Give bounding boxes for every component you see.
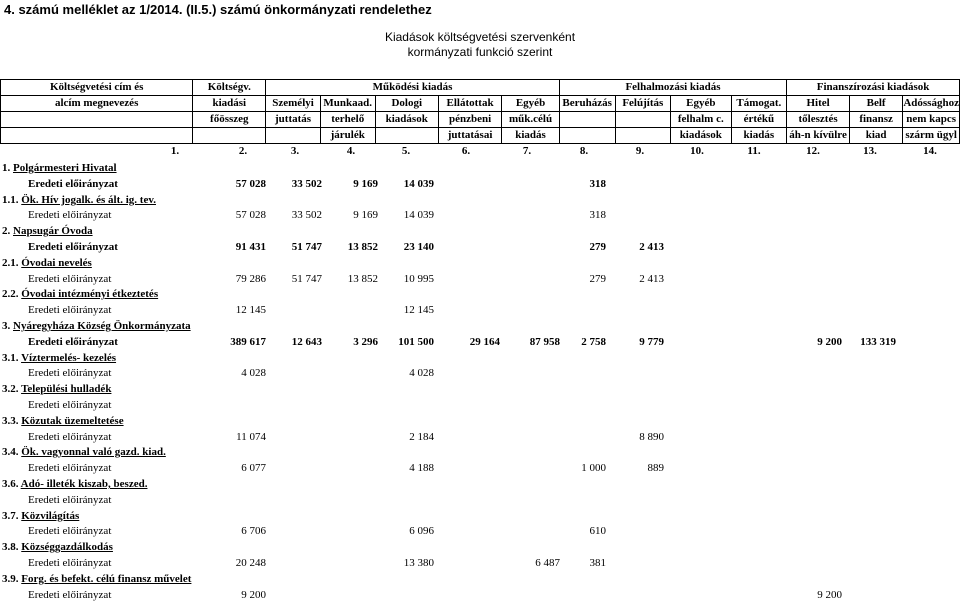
document-subtitle: kormányzati funkció szerint	[407, 45, 553, 59]
cell-value: 13 852	[347, 273, 378, 285]
section-title: 1.1. Ök. Hív jogalk. és ált. ig. tev.	[2, 194, 156, 206]
data-row	[0, 523, 960, 539]
cell-value: 33 502	[291, 178, 322, 190]
header-sub9-l2: tőlesztés	[787, 112, 850, 128]
column-number: 10.	[690, 145, 704, 157]
data-row	[0, 207, 960, 223]
section-row	[0, 255, 960, 271]
row-label: Eredeti előirányzat	[28, 462, 112, 474]
row-label: Eredeti előirányzat	[28, 178, 118, 190]
data-row	[0, 587, 960, 603]
row-label: Eredeti előirányzat	[28, 336, 118, 348]
row-label: Eredeti előirányzat	[28, 241, 118, 253]
cell-value: 91 431	[235, 241, 266, 253]
cell-value: 9 169	[353, 178, 378, 190]
cell-value: 6 706	[241, 525, 266, 537]
header-sub5-l1: Beruházás	[559, 96, 615, 112]
row-label: Eredeti előirányzat	[28, 431, 112, 443]
cell-value: 9 200	[817, 589, 842, 601]
cell-value: 133 319	[860, 336, 896, 348]
header-sub0-l1: Személyi	[266, 96, 321, 112]
document-title: Kiadások költségvetési szervenként	[384, 30, 576, 44]
header-sub11-l3: szárm ügyl	[903, 128, 960, 144]
data-row	[0, 397, 960, 413]
cell-value: 279	[589, 273, 606, 285]
row-label: Eredeti előirányzat	[28, 557, 112, 569]
cell-value: 2 413	[639, 273, 664, 285]
cell-value: 610	[589, 525, 606, 537]
cell-value: 11 074	[236, 431, 266, 443]
cell-value: 279	[589, 241, 606, 253]
cell-value: 4 028	[241, 367, 266, 379]
cell-value: 51 747	[291, 273, 322, 285]
header-sub3-l3: juttatásai	[438, 128, 501, 144]
header-sub2-l1: Dologi	[375, 96, 438, 112]
section-title: 2.2. Óvodai intézményi étkeztetés	[2, 288, 159, 300]
row-label: Eredeti előirányzat	[28, 367, 112, 379]
cell-value: 8 890	[639, 431, 664, 443]
header-sub1-l1: Munkaad.	[320, 96, 375, 112]
row-label: Eredeti előirányzat	[28, 589, 112, 601]
header-sub8-l2: értékű	[731, 112, 787, 128]
section-title: 3.2. Települési hulladék	[2, 383, 112, 395]
row-label: Eredeti előirányzat	[28, 273, 112, 285]
cell-value: 10 995	[403, 273, 434, 285]
column-number: 7.	[522, 145, 532, 157]
data-row	[0, 429, 960, 445]
section-title: 2. Napsugár Óvoda	[2, 225, 93, 237]
header-sub8-l1: Támogat.	[731, 96, 787, 112]
section-row	[0, 571, 960, 587]
section-row	[0, 508, 960, 524]
header-col1-line3: főösszeg	[193, 112, 266, 128]
cell-value: 889	[647, 462, 664, 474]
section-title: 3.4. Ök. vagyonnal való gazd. kiad.	[2, 446, 166, 458]
section-title: 1. Polgármesteri Hivatal	[2, 162, 117, 174]
header-sub7-l1: Egyéb	[671, 96, 731, 112]
header-sub3-l2: pénzbeni	[438, 112, 501, 128]
cell-value: 389 617	[230, 336, 266, 348]
header-col0-line4	[1, 128, 193, 144]
column-number: 3.	[290, 145, 300, 157]
section-row	[0, 444, 960, 460]
row-label: Eredeti előirányzat	[28, 399, 112, 411]
data-row	[0, 555, 960, 571]
data-row	[0, 492, 960, 508]
section-title: 3.6. Adó- illeték kiszab, beszed.	[2, 478, 148, 490]
section-row	[0, 539, 960, 555]
cell-value: 14 039	[403, 178, 434, 190]
cell-value: 318	[589, 178, 606, 190]
header-col1-line4	[193, 128, 266, 144]
cell-value: 318	[589, 209, 606, 221]
column-number: 1.	[170, 145, 180, 157]
cell-value: 2 413	[639, 241, 664, 253]
header-sub6-l3	[615, 128, 670, 144]
row-label: Eredeti előirányzat	[28, 525, 112, 537]
cell-value: 9 200	[241, 589, 266, 601]
cell-value: 12 145	[235, 304, 266, 316]
cell-value: 6 487	[535, 557, 560, 569]
section-row	[0, 318, 960, 334]
cell-value: 13 380	[403, 557, 434, 569]
header-table	[0, 79, 960, 144]
cell-value: 13 852	[347, 241, 378, 253]
cell-value: 6 077	[241, 462, 266, 474]
cell-value: 4 188	[409, 462, 434, 474]
header-sub6-l1: Felújítás	[615, 96, 670, 112]
header-sub5-l2	[559, 112, 615, 128]
cell-value: 29 164	[469, 336, 500, 348]
header-sub2-l2: kiadások	[375, 112, 438, 128]
cell-value: 381	[589, 557, 606, 569]
section-row	[0, 286, 960, 302]
cell-value: 33 502	[291, 209, 322, 221]
section-row	[0, 223, 960, 239]
column-number: 13.	[863, 145, 877, 157]
column-number: 8.	[579, 145, 589, 157]
section-title: 3.1. Víztermelés- kezelés	[2, 352, 117, 364]
section-row	[0, 192, 960, 208]
header-sub1-l2: terhelő	[320, 112, 375, 128]
column-number: 11.	[747, 145, 761, 157]
cell-value: 3 296	[353, 336, 378, 348]
header-sub0-l3	[266, 128, 321, 144]
row-label: Eredeti előirányzat	[28, 304, 112, 316]
column-number: 5.	[401, 145, 411, 157]
cell-value: 23 140	[403, 241, 434, 253]
data-row	[0, 365, 960, 381]
data-row	[0, 239, 960, 255]
header-col1-line1: Költségv.	[193, 80, 266, 96]
header-col0-line1: Költségvetési cím és	[1, 80, 193, 96]
column-number: 12.	[806, 145, 820, 157]
header-sub11-l2: nem kapcs	[903, 112, 960, 128]
header-sub9-l1: Hitel	[787, 96, 850, 112]
cell-value: 87 958	[529, 336, 560, 348]
header-sub5-l3	[559, 128, 615, 144]
header-sub6-l2	[615, 112, 670, 128]
data-row	[0, 176, 960, 192]
data-row	[0, 271, 960, 287]
data-row	[0, 334, 960, 350]
cell-value: 12 643	[291, 336, 322, 348]
section-row	[0, 476, 960, 492]
cell-value: 1 000	[581, 462, 606, 474]
header-sub0-l2: juttatás	[266, 112, 321, 128]
section-title: 2.1. Óvodai nevelés	[2, 257, 92, 269]
section-title: 3.9. Forg. és befekt. célú finansz művelet	[2, 573, 192, 585]
section-row	[0, 413, 960, 429]
cell-value: 2 758	[581, 336, 606, 348]
cell-value: 12 145	[403, 304, 434, 316]
column-number: 14.	[923, 145, 937, 157]
section-title: 3. Nyáregyháza Község Önkormányzata	[2, 320, 191, 332]
header-sub4-l1: Egyéb	[502, 96, 559, 112]
section-title: 3.3. Közutak üzemeltetése	[2, 415, 124, 427]
cell-value: 79 286	[235, 273, 266, 285]
header-sub8-l3: kiadás	[731, 128, 787, 144]
column-number-row	[0, 143, 960, 159]
cell-value: 14 039	[403, 209, 434, 221]
header-sub10-l1: Belf	[849, 96, 902, 112]
page-header: 4. számú melléklet az 1/2014. (II.5.) számú önkormányzati rendelethez	[4, 2, 432, 17]
header-sub9-l3: áh-n kívülre	[787, 128, 850, 144]
data-row	[0, 302, 960, 318]
header-group-finanszirozasi: Finanszírozási kiadások	[787, 80, 960, 96]
cell-value: 4 028	[409, 367, 434, 379]
cell-value: 6 096	[409, 525, 434, 537]
header-col0-line2: alcím megnevezés	[1, 96, 193, 112]
section-title: 3.7. Közvilágítás	[2, 510, 80, 522]
header-sub10-l2: finansz	[849, 112, 902, 128]
cell-value: 9 169	[353, 209, 378, 221]
row-label: Eredeti előirányzat	[28, 209, 112, 221]
cell-value: 20 248	[235, 557, 266, 569]
column-number: 2.	[238, 145, 248, 157]
header-group-mukodesi: Működési kiadás	[266, 80, 560, 96]
header-sub7-l3: kiadások	[671, 128, 731, 144]
cell-value: 101 500	[398, 336, 434, 348]
header-sub11-l1: Adóssághoz	[903, 96, 960, 112]
cell-value: 9 779	[639, 336, 664, 348]
section-row	[0, 381, 960, 397]
section-row	[0, 350, 960, 366]
cell-value: 57 028	[235, 209, 266, 221]
header-col0-line3	[1, 112, 193, 128]
cell-value: 57 028	[235, 178, 266, 190]
header-group-felhalmozasi: Felhalmozási kiadás	[559, 80, 786, 96]
column-number: 6.	[461, 145, 471, 157]
header-col1-line2: kiadási	[193, 96, 266, 112]
cell-value: 51 747	[291, 241, 322, 253]
header-sub4-l2: műk.célú	[502, 112, 559, 128]
column-number: 4.	[346, 145, 356, 157]
header-sub7-l2: felhalm c.	[671, 112, 731, 128]
header-sub2-l3	[375, 128, 438, 144]
header-sub4-l3: kiadás	[502, 128, 559, 144]
header-sub1-l3: járulék	[320, 128, 375, 144]
section-title: 3.8. Községgazdálkodás	[2, 541, 113, 553]
row-label: Eredeti előirányzat	[28, 494, 112, 506]
column-number: 9.	[635, 145, 645, 157]
header-sub10-l3: kiad	[849, 128, 902, 144]
cell-value: 9 200	[817, 336, 842, 348]
data-row	[0, 460, 960, 476]
section-row	[0, 160, 960, 176]
header-sub3-l1: Ellátottak	[438, 96, 501, 112]
cell-value: 2 184	[409, 431, 434, 443]
